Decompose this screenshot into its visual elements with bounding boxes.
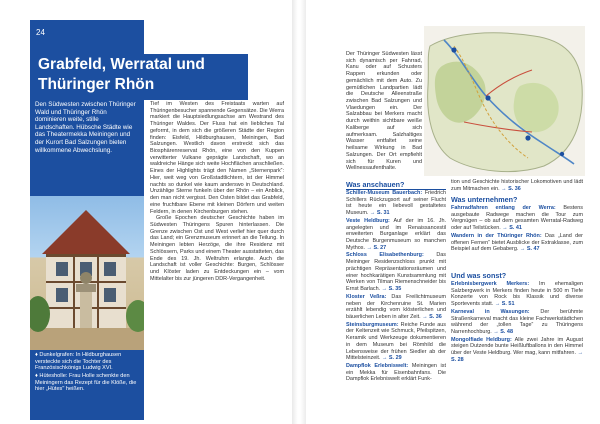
item-name: Mongolfiade Heldburg: xyxy=(451,336,512,343)
item-name: Dampflok Erlebniswelt: xyxy=(346,362,409,369)
page-number: 24 xyxy=(36,28,45,37)
anschauen-item xyxy=(346,322,446,362)
anschauen-list xyxy=(346,190,446,384)
item-name: Wandern in der Thüringer Rhön: xyxy=(451,232,542,239)
item-text: Reiche Funde aus der Keltenzeit wie Schmuck, Pfeilspitzen, Keramik und Werkzeuge dokumentieren in dem Museum bei Römhild die Lebensweise der frühen Siedler ab der Mittelsteinzeit. xyxy=(346,321,446,362)
town-photo xyxy=(30,196,144,350)
item-text: Friedrich Schillers Rückzugsort auf seiner Flucht ist heute ein liebevoll gestaltetes Museum. xyxy=(346,190,446,217)
sonst-item xyxy=(451,309,583,336)
heading-und-was-sonst: Und was sonst? xyxy=(451,271,507,280)
item-text: Im ehemaligen Salzbergwerk in Merkers finden heute in 500 m Tiefe Konzerte von Rock bis Klassik und diverse Sportevents statt. xyxy=(451,281,583,308)
main-text-column xyxy=(150,101,284,282)
sonst-item xyxy=(451,337,583,364)
item-name: Schloss Elisabethenburg: xyxy=(346,252,424,259)
sonst-item xyxy=(451,281,583,308)
heading-was-anschauen: Was anschauen? xyxy=(346,180,405,189)
unternehmen-item xyxy=(451,205,583,232)
item-text: Meiningen ist ein Mekka für Eisenbahnfans. Die Dampflok Erlebniswelt erklärt Funk- xyxy=(346,362,446,383)
page-reference[interactable]: → S. 47 xyxy=(519,246,540,253)
item-text: Das „Land der offenen Fernen“ bietet Ausblicke der Extraklasse, zum Beispiel auf dem Gebaberg. xyxy=(451,232,583,253)
intro-text: Den Südwesten zwischen Thüringer Wald und Thüringer Rhön dominieren weite, stille Landschaften. Hübsche Städte wie das Theatermekka Meiningen und der Kurort Bad Salzungen bieten willkommene Abwechslung. xyxy=(35,101,136,154)
main-paragraph: Tief im Westen des Freistaats warten auf Thüringenbesucher spannende Gegensätze. Die Werra markiert die Hauptsiedlungsachse am Westrand des Thüringer Waldes. Der Fluss hat ein liebliches Tal geformt, in dem sich die größeren Städte der Region finden: Eisfeld, Hildburghausen, Meiningen, Bad Salzungen. Westlich davon erstreckt sich das Biosphärenreservat Rhön, eine von den Kuppen verwitterter Vulkane geprägte Landschaft, wo an waldreiche Hänge sich weite Hochflächen anschließen. Eines der Highlights trägt den Namen „Sternenpark“: Hier, weit weg von Großstadtlichtern, ist der Himmel nachts so dunkel wie kaum anderswo in Deutschland. Unzählige Sterne funkeln über der Rhön – ein Anblick, den man nicht vergisst. Den Osten bildet das Grabfeld, eine fruchtbare Ebene mit kleinen Dörfern und weiten Feldern, in denen Kirchenburgen stehen. xyxy=(150,101,284,215)
heading-was-unternehmen: Was unternehmen? xyxy=(451,195,518,204)
unternehmen-list xyxy=(451,205,583,254)
page-title-line2: Thüringer Rhön xyxy=(38,76,155,93)
item-name: Steinsburgmuseum: xyxy=(346,321,399,328)
right-intro-text: Der Thüringer Südwesten lässt sich dynamisch per Fahrrad, Kanu oder auf Schusters Rappen erkunden oder gemächlich mit dem Auto. Zu gemütlichen Landpartien lädt die Deutsche Alleenstraße zwischen Bad Salzungen und Vlaedungen ein. Der Salzabbau bei Merkers macht durch weithin sichtbare weiße Kaliberge auf sich aufmerksam. Salzhaltiges Wasser entfaltet seine heilsame Wirkung in Bad Salzungen. Der Ort empfiehlt sich für Kuren und Wellnessaufenthalte. xyxy=(346,51,422,172)
caption-dunkelgrafen: ♦ Dunkelgrafen: In Hildburghausen versteckte sich die Tochter des Französischkönigs Ludwig XVI. xyxy=(35,352,122,372)
item-text: Alle zwei Jahre im August steigen Dutzende bunte Heißluftballons in den Himmel über der Veste Heldburg. Wer mag, kann mitfahren. xyxy=(451,336,583,357)
unternehmen-item xyxy=(451,233,583,253)
item-name: Veste Heldburg: xyxy=(346,217,390,224)
item-name: Karneval in Wasungen: xyxy=(451,308,530,315)
page-reference[interactable]: → S. 41 xyxy=(502,225,522,232)
item-name: Kloster Veßra: xyxy=(346,293,387,300)
anschauen-item xyxy=(346,363,446,383)
item-text: Bestens ausgebaute Radwege machen die Tour zum Vergnügen – ob auf dem gesamten Werratal-Radweg oder auf Teilstücken. xyxy=(451,205,583,232)
page-reference[interactable]: → S. 51 xyxy=(494,301,515,308)
page-title-line1: Grabfeld, Werratal und xyxy=(38,56,205,73)
page-reference[interactable]: → S. 28 xyxy=(451,350,583,363)
page-reference[interactable]: → S. 27 xyxy=(366,244,387,251)
continued-text: tion und Geschichte historischer Lokomotiven und lädt zum Mitmachen ein. xyxy=(451,179,583,192)
anschauen-item xyxy=(346,252,446,292)
page-reference[interactable]: → S. 36 xyxy=(501,185,521,192)
item-name: Fahrradfahren entlang der Werra: xyxy=(451,205,556,211)
item-text: Auf der im 16. Jh. angelegten und im Renaissancestil erweiterten Burganlage erklärt das Deutsche Burgenmuseum so manchen Mythos. xyxy=(346,217,446,251)
item-text: Das Meininger Residenzschloss prunkt mit prächtigen Repräsentationsräumen und einer hochkarätigen Kunstsammlung mit Werken von Tilman Riemenschneider bis Ernst Barlach. xyxy=(346,252,446,293)
region-map xyxy=(424,26,585,176)
page-reference[interactable]: → S. 35 xyxy=(381,286,402,293)
item-name: Erlebnisbergwerk Merkers: xyxy=(451,281,530,287)
page-reference[interactable]: → S. 31 xyxy=(369,210,390,217)
anschauen-continuation xyxy=(451,179,583,192)
anschauen-item xyxy=(346,190,446,217)
main-paragraph: Große Epochen deutscher Geschichte haben im Südwesten Thüringens Spuren hinterlassen. Die Grenze zwischen Ost und West verlief hier quer durch das Land; ein Grenzmuseum erinnert an die Teilung. In Meiningen lebten Herzöge, die ihre Residenz mit Schlössern, Parks und einem Theater ausstatteten, das Ende des 19. Jh. Weltruhm erlangte. Auch die Landschaft ist voller Geschichte: Burgen, Schlösser und Klöster laden zu Entdeckungen ein – vom Mittelalter bis zur jüngeren DDR-Vergangenheit. xyxy=(150,215,284,282)
map-illustration xyxy=(424,26,585,176)
photo-illustration xyxy=(30,196,144,350)
anschauen-item xyxy=(346,218,446,252)
item-name: Schiller-Museum Bauerbach: xyxy=(346,190,423,196)
sonst-list xyxy=(451,281,583,365)
item-text: Der berühmte Straßenkarneval macht das kleine Fachwerkstädtchen während der „tollen Tage“ zu Thüringens Narrenhochburg. xyxy=(451,308,583,336)
caption-huetesholle: ♦ Hütesholle: Frau Holle schenkte den Meiningern das Rezept für die Klöße, die hier „Hütes" heißen. xyxy=(35,373,137,393)
item-text: Das Freilichtmuseum neben der Kirchenruine St. Marien erzählt lebendig vom klösterlichen und bäuerlichen Leben in alter Zeit. xyxy=(346,293,446,320)
anschauen-item xyxy=(346,294,446,321)
page-reference[interactable]: → S. 36 xyxy=(422,313,442,320)
page-reference[interactable]: → S. 48 xyxy=(493,329,513,336)
page-reference[interactable]: → S. 29 xyxy=(381,355,402,362)
page-gutter xyxy=(292,0,306,424)
